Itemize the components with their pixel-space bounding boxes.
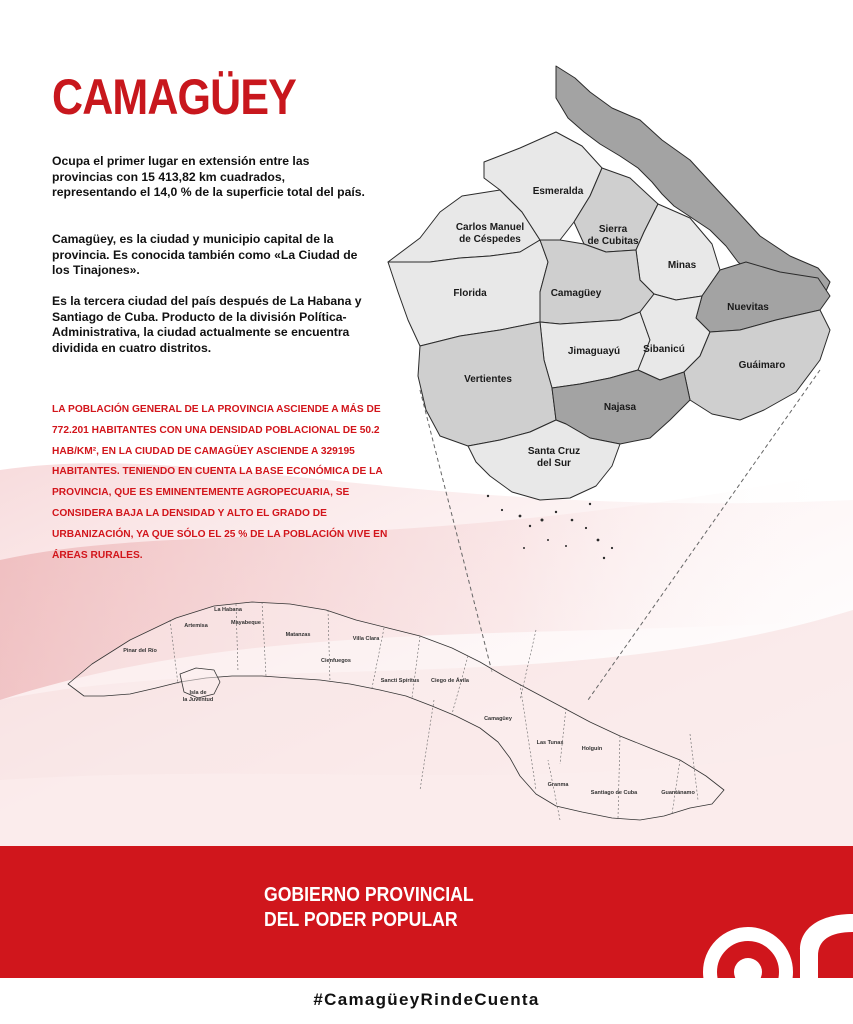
paragraph-extension: Ocupa el primer lugar en extensión entre las provincias con 15 413,82 km cuadrados, representando el 14,0 % de la superficie total del país. xyxy=(52,154,365,199)
label-santa-cruz-2: del Sur xyxy=(537,458,571,469)
cuba-label-isla-2: la Juventud xyxy=(182,697,214,703)
cuba-label-la-habana: La Habana xyxy=(214,607,242,613)
cuba-label-ciego: Ciego de Ávila xyxy=(431,678,469,684)
cuba-label-pinar: Pinar del Río xyxy=(123,648,157,654)
footer-banner xyxy=(0,846,853,978)
label-esmeralda: Esmeralda xyxy=(532,186,584,197)
cuba-label-matanzas: Matanzas xyxy=(285,632,311,638)
paragraph-third-city: Es la tercera ciudad del país después de La Habana y Santiago de Cuba. Producto de la división Política- Administrativa, la ciudad actualmente se encuentra dividida en cuatro distritos. xyxy=(52,294,362,355)
cuba-label-granma: Granma xyxy=(547,782,569,788)
cuba-label-sancti: Sancti Spíritus xyxy=(380,678,420,684)
cuba-label-isla-1: Isla de xyxy=(189,690,207,696)
cuba-label-camaguey: Camagüey xyxy=(484,716,512,722)
label-jimaguayu: Jimaguayú xyxy=(567,346,621,357)
footer-title-line-1: GOBIERNO PROVINCIAL xyxy=(264,883,474,906)
paragraph-capital: Camagüey, es la ciudad y municipio capital de la provincia. Es conocida también como «La Ciudad de los Tinajones». xyxy=(52,232,358,277)
southern-cays xyxy=(487,495,613,559)
cuba-label-las-tunas: Las Tunas xyxy=(536,740,564,746)
label-florida: Florida xyxy=(453,288,487,299)
hashtag: #CamagüeyRindeCuenta xyxy=(313,990,540,1009)
poder-popular-logo-icon xyxy=(700,910,853,978)
label-minas: Minas xyxy=(667,260,697,271)
cuba-label-villa-clara: Villa Clara xyxy=(352,636,380,642)
population-highlight: LA POBLACIÓN GENERAL DE LA PROVINCIA ASCIENDE A MÁS DE 772.201 HABITANTES CON UNA DENSIDAD POBLACIONAL DE 50.2 HAB/KM², EN LA CIUDAD DE CAMAGÜEY ASCIENDE A 329195 HABITANTES. TENIENDO EN CUENTA LA BASE ECONÓMICA DE LA PROVINCIA, QUE ES EMINENTEMENTE AGROPECUARIA, SE CONSIDERA BAJA LA DENSIDAD Y ALTO EL GRADO DE URBANIZACIÓN, YA QUE SÓLO EL 25 % DE LA POBLACIÓN VIVE EN ÁREAS RURALES. xyxy=(52,404,388,561)
page-title: CAMAGÜEY xyxy=(52,69,296,125)
label-sierra-1: Sierra xyxy=(598,224,628,235)
footer-title-line-2: DEL PODER POPULAR xyxy=(264,908,458,931)
label-vertientes: Vertientes xyxy=(464,374,512,385)
label-carlos-manuel-1: Carlos Manuel xyxy=(455,222,525,233)
label-guaimaro: Guáimaro xyxy=(738,360,786,371)
label-nuevitas: Nuevitas xyxy=(727,302,769,313)
label-carlos-manuel-2: de Céspedes xyxy=(459,234,521,245)
footer-title xyxy=(264,882,474,932)
cuba-outline xyxy=(68,602,724,820)
label-camaguey: Camagüey xyxy=(550,288,602,299)
cuba-label-mayabeque: Mayabeque xyxy=(231,620,261,626)
cuba-label-cienfuegos: Cienfuegos xyxy=(321,658,351,664)
cuba-label-artemisa: Artemisa xyxy=(184,623,208,629)
label-sierra-2: de Cubitas xyxy=(587,236,639,247)
cuba-label-guantanamo: Guantánamo xyxy=(661,790,695,796)
cuba-label-holguin: Holguín xyxy=(581,746,603,752)
label-santa-cruz-1: Santa Cruz xyxy=(527,446,581,457)
cuba-label-santiago: Santiago de Cuba xyxy=(590,790,638,796)
label-najasa: Najasa xyxy=(603,402,637,413)
label-sibanicu: Sibanicú xyxy=(643,344,685,355)
